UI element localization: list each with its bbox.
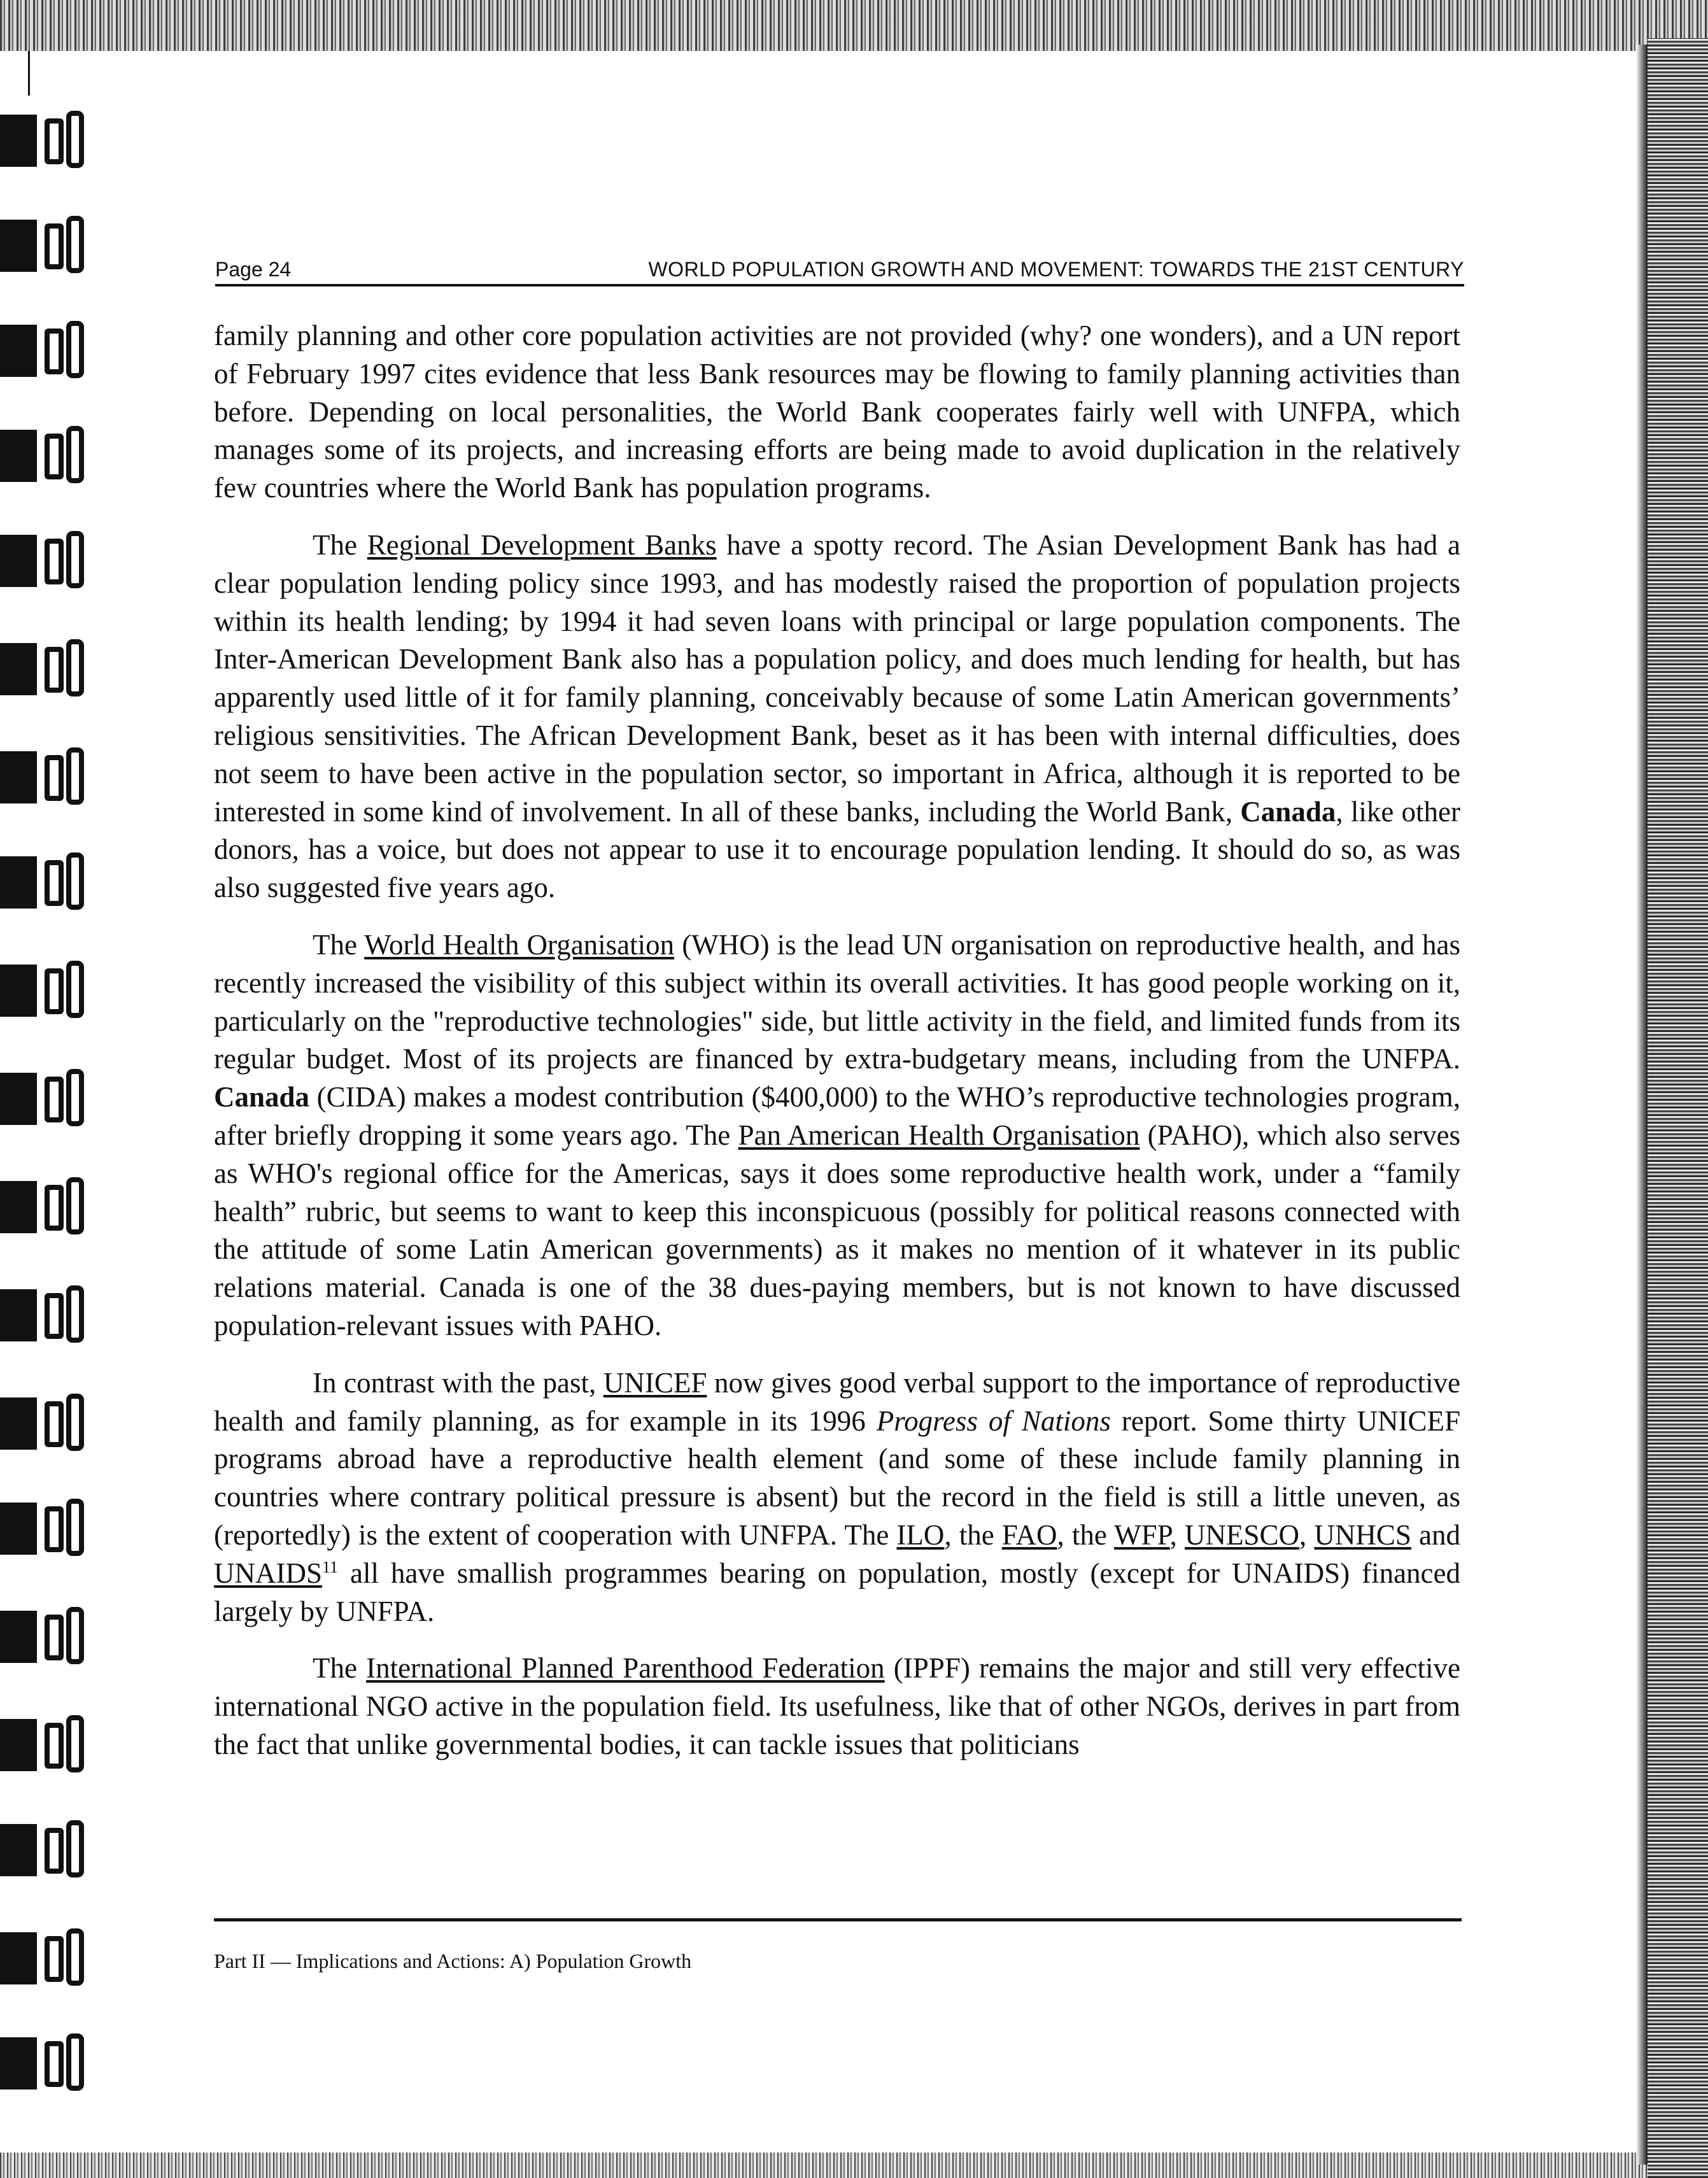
text: report. Some thirty UNICEF programs abroad have a reproductive health element (and some of these include family planning in countries where contrary political pressure is absent) but the record in the field is still a little uneven, as (reportedly) is the extent of cooperation with UNFPA. The: [214, 1404, 1460, 1551]
text: The: [313, 528, 367, 561]
ilo-term: ILO: [896, 1518, 945, 1551]
text: now gives good verbal support to the importance of reproductive health and family planning, as for example in its 1996: [214, 1366, 1460, 1437]
binding-ring: [0, 325, 89, 377]
binding-ring: [0, 965, 89, 1017]
binding-mark: [28, 51, 30, 95]
page-footer: Part II — Implications and Actions: A) Population Growth: [214, 1949, 692, 1972]
footnote-marker: 11: [322, 1557, 339, 1576]
unicef-term: UNICEF: [603, 1366, 707, 1399]
wfp-term: WFP: [1114, 1518, 1170, 1551]
scan-border-top: [0, 0, 1708, 51]
text: and: [1411, 1518, 1461, 1551]
regional-development-banks-term: Regional Development Banks: [367, 528, 717, 561]
binding-ring: [0, 1824, 89, 1876]
text: In contrast with the past,: [313, 1366, 603, 1399]
binding-ring: [0, 1181, 89, 1233]
text: ,: [1299, 1518, 1315, 1551]
text: (CIDA) makes a modest contribution ($400,000) to the WHO’s reproductive technologies program, after briefly dropping it some years ago. The: [214, 1081, 1460, 1151]
fao-term: FAO: [1001, 1518, 1057, 1551]
text: , the: [1057, 1518, 1115, 1551]
binding-ring: [0, 2037, 89, 2090]
canada-term: Canada: [214, 1081, 310, 1114]
paho-term: Pan American Health Organisation: [738, 1119, 1140, 1151]
running-title: WORLD POPULATION GROWTH AND MOVEMENT: TOWARDS THE 21ST CENTURY: [648, 258, 1464, 281]
binding-ring: [0, 1073, 89, 1125]
text: have a spotty record. The Asian Development Bank has had a clear population lending policy since 1993, and has modestly raised the proportion of population projects within its health lending; by 1994 it had seven loans with principal or large population components. The Inter-American Development Bank also has a population policy, and does much lending for health, but has apparently used little of it for family planning, conceivably because of some Latin American governments’ religious sensitivities. The African Development Bank, beset as it has been with internal difficulties, does not seem to have been active in the population sector, so important in Africa, although it is reported to be interested in some kind of involvement. In all of these banks, including the World Bank,: [214, 528, 1460, 828]
binding-ring: [0, 115, 89, 167]
binding-ring: [0, 1611, 89, 1663]
paragraph-1: family planning and other core population activities are not provided (why? one wonders), and a UN report of February 1997 cites evidence that less Bank resources may be flowing to family planning activities than before. Depending on local personalities, the World Bank cooperates fairly well with UNFPA, which manages some of its projects, and increasing efforts are being made to avoid duplication in the relatively few countries where the World Bank has population programs.: [214, 320, 1460, 504]
paragraph-3: [214, 926, 1460, 1345]
binding-ring: [0, 220, 89, 272]
text: , like other donors, has a voice, but does not appear to use it to encourage population lending. It should do so, as was also suggested five years ago.: [214, 795, 1460, 904]
unesco-term: UNESCO: [1185, 1518, 1300, 1551]
scan-border-right: [1648, 38, 1708, 2178]
page-header: [215, 252, 1464, 286]
binding-ring: [0, 751, 89, 803]
text: The: [313, 928, 365, 961]
text: (PAHO), which also serves as WHO's regional office for the Americas, says it does some reproductive health work, under a “family health” rubric, but seems to want to keep this inconspicuous (possibly for political reasons connected with the attitude of some Latin American governments) as it makes no mention of it whatever in its public relations material. Canada is one of the 38 dues-paying members, but is not known to have discussed population-relevant issues with PAHO.: [214, 1119, 1460, 1341]
binding-ring: [0, 1289, 89, 1341]
ippf-term: International Planned Parenthood Federation: [366, 1652, 885, 1685]
footer-rule: [214, 1918, 1462, 1921]
who-term: World Health Organisation: [364, 928, 675, 961]
paragraph-5: [214, 1650, 1460, 1764]
binding-ring: [0, 1932, 89, 1984]
text: ,: [1169, 1518, 1185, 1551]
text: (WHO) is the lead UN organisation on reproductive health, and has recently increased the visibility of this subject within its overall activities. It has good people working on it, particularly on the "reproductive technologies" side, but little activity in the field, and limited funds from its regular budget. Most of its projects are financed by extra-budgetary means, including from the UNFPA.: [214, 928, 1460, 1075]
paragraph-4: [214, 1364, 1460, 1631]
binding-ring: [0, 643, 89, 695]
binding-ring: [0, 1397, 89, 1450]
page-number: Page 24: [215, 258, 292, 281]
binding-ring: [0, 1503, 89, 1555]
binding-ring: [0, 1719, 89, 1771]
binding-ring: [0, 856, 89, 909]
binding-ring: [0, 535, 89, 587]
text: The: [313, 1652, 367, 1685]
page-edge-shadow: [1636, 45, 1648, 2165]
unaids-term: UNAIDS: [214, 1557, 323, 1589]
binding-ring: [0, 430, 89, 482]
paragraph-2: [214, 527, 1460, 907]
text: , the: [944, 1518, 1002, 1551]
unhcs-term: UNHCS: [1314, 1518, 1411, 1551]
text: all have smallish programmes bearing on population, mostly (except for UNAIDS) financed largely by UNFPA.: [214, 1557, 1460, 1627]
report-title: Progress of Nations: [876, 1404, 1111, 1437]
canada-term: Canada: [1240, 795, 1336, 828]
scan-border-bottom: [0, 2153, 1708, 2178]
document-body: [214, 317, 1460, 1783]
text: (IPPF) remains the major and still very effective international NGO active in the population field. Its usefulness, like that of other NGOs, derives in part from the fact that unlike governmental bodies, it can tackle issues that politicians: [214, 1652, 1460, 1760]
spiral-binding: [0, 0, 95, 2178]
